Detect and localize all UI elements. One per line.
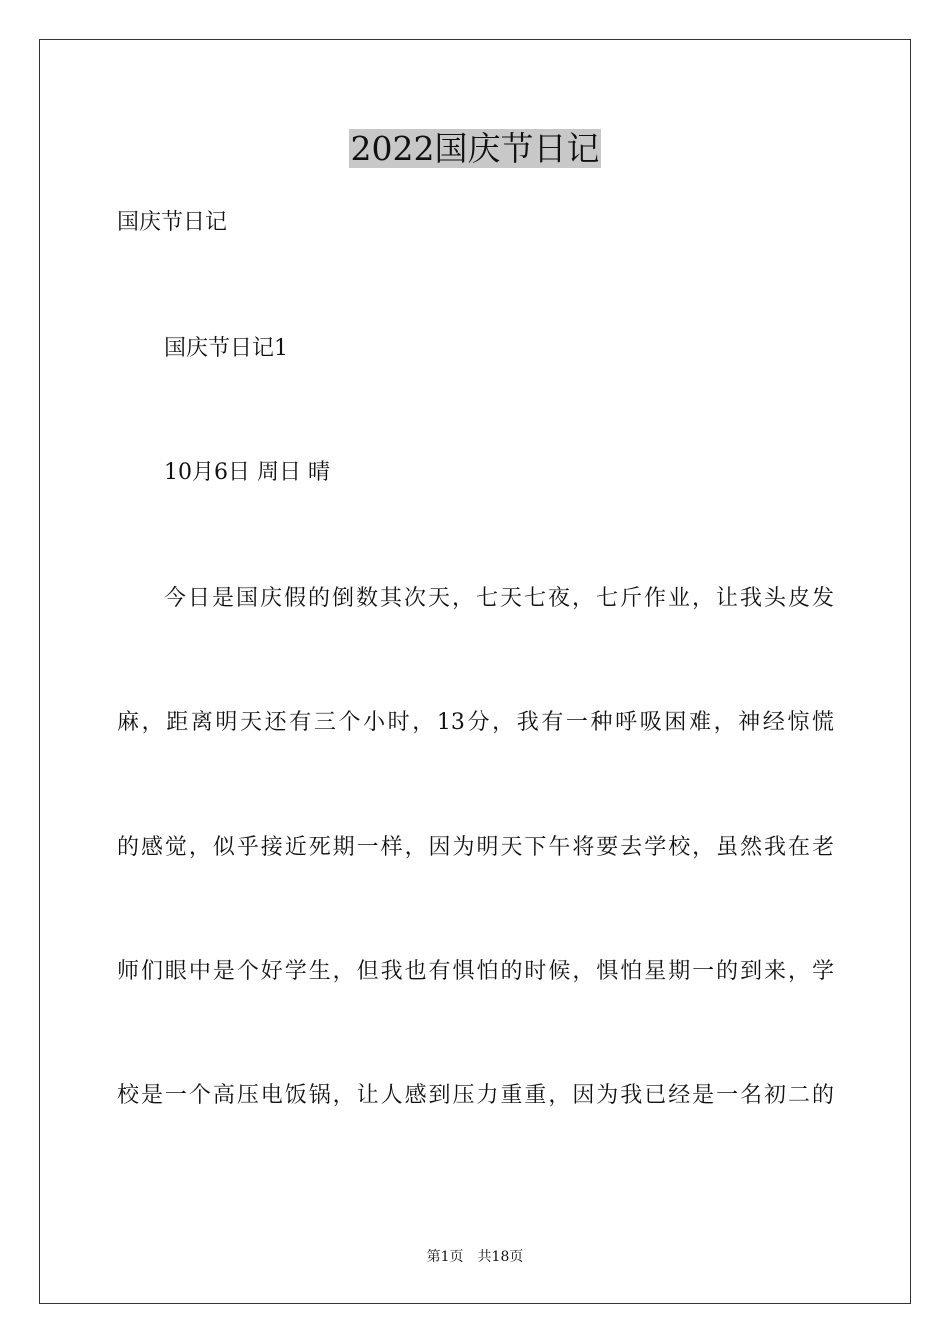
paragraph-line: 麻，距离明天还有三个小时，13分，我有一种呼吸困难，神经惊慌 [117, 710, 834, 735]
paragraph-line: 校是一个高压电饭锅，让人感到压力重重，因为我已经是一名初二的 [117, 1083, 834, 1108]
section-heading: 国庆节日记1 [164, 336, 288, 361]
paragraph-line: 师们眼中是个好学生，但我也有惧怕的时候，惧怕星期一的到来，学 [117, 959, 834, 984]
page-footer [0, 1247, 950, 1267]
paragraph-line: 今日是国庆假的倒数其次天，七天七夜，七斤作业，让我头皮发 [164, 586, 834, 611]
paragraph-line: 的感觉，似乎接近死期一样，因为明天下午将要去学校，虽然我在老 [117, 835, 834, 860]
document-title [0, 127, 950, 171]
document-subtitle: 国庆节日记 [117, 210, 228, 235]
document-title-text: 2022国庆节日记 [350, 129, 600, 168]
diary-date-line: 10月6日 周日 晴 [164, 460, 330, 485]
page-total: 共18页 [477, 1249, 524, 1265]
page-number: 第1页 [426, 1249, 464, 1265]
